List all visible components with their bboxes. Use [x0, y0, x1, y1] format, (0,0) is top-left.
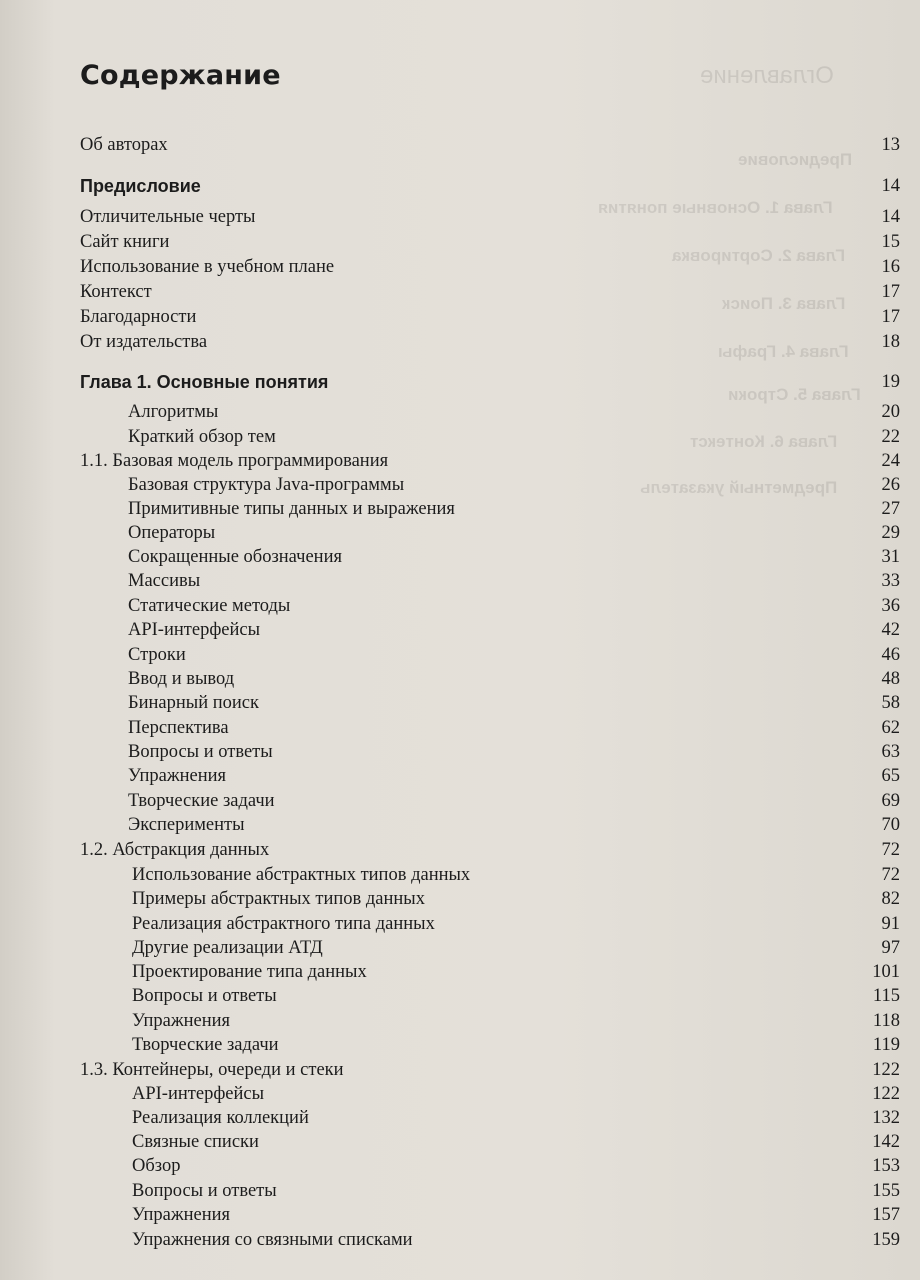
toc-entry-title: Краткий обзор тем	[128, 427, 276, 447]
toc-entry-page: 101	[872, 962, 900, 982]
toc-entry	[80, 1082, 900, 1106]
toc-entry-page: 118	[872, 1011, 900, 1031]
toc-entry	[80, 667, 900, 691]
toc-entry	[80, 280, 900, 304]
toc-entry	[80, 813, 900, 837]
bleed-through-title: Оглавление	[700, 62, 834, 89]
toc-entry-title: Использование абстрактных типов данных	[132, 865, 471, 885]
toc-entry	[80, 1033, 900, 1057]
toc-entry	[80, 473, 900, 497]
toc-entry-title: От издательства	[80, 332, 208, 352]
toc-entry-page: 153	[872, 1156, 900, 1176]
toc-entry-page: 70	[881, 815, 900, 835]
toc-entry	[80, 960, 900, 984]
toc-entry	[80, 618, 900, 642]
toc-entry-title: Перспектива	[128, 718, 229, 738]
toc-entry	[80, 133, 900, 157]
toc-entry	[80, 1106, 900, 1130]
bleed-through-line: Глава 5. Строки	[728, 385, 861, 404]
toc-entry-page: 91	[881, 914, 900, 934]
toc-entry	[80, 789, 900, 813]
toc-entry-page: 15	[881, 232, 900, 252]
bleed-through-line: Глава 1. Основные понятия	[598, 198, 833, 217]
bleed-through-line: Глава 6. Контекст	[690, 432, 838, 451]
toc-entry-title: Упражнения	[132, 1011, 231, 1031]
toc-entry	[80, 425, 900, 449]
toc-entry-title: Базовая структура Java-программы	[128, 475, 405, 495]
toc-entry	[80, 912, 900, 936]
toc-entry	[80, 740, 900, 764]
toc-entry	[80, 887, 900, 911]
toc-entry-page: 159	[872, 1230, 900, 1250]
bleed-through-line: Глава 4. Графы	[718, 342, 849, 361]
toc-entry	[80, 716, 900, 740]
toc-entry-title: Сокращенные обозначения	[128, 547, 342, 567]
toc-entry-page: 17	[881, 282, 900, 302]
toc-entry-page: 65	[881, 766, 900, 786]
toc-entry-title: Вопросы и ответы	[132, 986, 277, 1006]
toc-entry-title: 1.1. Базовая модель программирования	[80, 451, 389, 471]
toc-entry	[80, 691, 900, 715]
toc-entry-page: 33	[881, 571, 900, 591]
toc-entry-title: Проектирование типа данных	[132, 962, 367, 982]
toc-entry-page: 58	[881, 693, 900, 713]
toc-entry-title: Операторы	[128, 523, 216, 543]
toc-entry-page: 27	[881, 499, 900, 519]
toc-entry-page: 22	[881, 427, 900, 447]
toc-entry-page: 72	[881, 865, 900, 885]
toc-entry-page: 17	[881, 307, 900, 327]
toc-entry-page: 14	[881, 176, 900, 196]
toc-entry-page: 72	[881, 840, 900, 860]
toc-entry-title: Примеры абстрактных типов данных	[132, 889, 425, 909]
toc-entry-page: 19	[881, 372, 900, 392]
toc-entry-title: Отличительные черты	[80, 207, 256, 227]
toc-entry-page: 29	[881, 523, 900, 543]
toc-entry	[80, 521, 900, 545]
toc-entry-title: Сайт книги	[80, 232, 170, 252]
toc-entry-title: Примитивные типы данных и выражения	[128, 499, 455, 519]
toc-entry-page: 16	[881, 257, 900, 277]
toc-entry-page: 31	[881, 547, 900, 567]
toc-section-heading	[80, 174, 900, 198]
toc-entry-title: Об авторах	[80, 135, 168, 155]
toc-entry-page: 14	[881, 207, 900, 227]
toc-entry	[80, 545, 900, 569]
toc-entry	[80, 230, 900, 254]
toc-entry	[80, 764, 900, 788]
toc-entry-page: 20	[881, 402, 900, 422]
toc-entry-title: Другие реализации АТД	[132, 938, 323, 958]
toc-entry-title: Массивы	[128, 571, 201, 591]
toc-entry-title: Предисловие	[80, 176, 201, 196]
toc-entry-page: 63	[881, 742, 900, 762]
toc-entry	[80, 497, 900, 521]
toc-entry-title: Связные списки	[132, 1132, 259, 1152]
toc-entry-page: 122	[872, 1084, 900, 1104]
toc-entry-title: Благодарности	[80, 307, 197, 327]
toc-entry-page: 155	[872, 1181, 900, 1201]
toc-entry-title: Статические методы	[128, 596, 291, 616]
toc-entry-page: 48	[881, 669, 900, 689]
toc-entry	[80, 1130, 900, 1154]
bleed-through-line: Предисловие	[738, 150, 853, 169]
toc-entry-page: 18	[881, 332, 900, 352]
toc-entry-title: Использование в учебном плане	[80, 257, 335, 277]
toc-entry-title: API-интерфейсы	[132, 1084, 265, 1104]
toc-entry	[80, 643, 900, 667]
toc-entry	[80, 205, 900, 229]
toc-entry-title: Обзор	[132, 1156, 181, 1176]
toc-entry-title: Упражнения	[132, 1205, 231, 1225]
toc-entry-title: Глава 1. Основные понятия	[80, 372, 329, 392]
toc-entry	[80, 1154, 900, 1178]
page-title: Содержание	[80, 60, 281, 91]
toc-entry	[80, 330, 900, 354]
toc-chapter-heading	[80, 370, 900, 394]
toc-entry-title: Вопросы и ответы	[128, 742, 273, 762]
toc-entry-page: 119	[872, 1035, 900, 1055]
toc-entry-page: 26	[881, 475, 900, 495]
toc-entry	[80, 984, 900, 1008]
toc-entry	[80, 569, 900, 593]
toc-entry-title: Контекст	[80, 282, 152, 302]
toc-entry-page: 36	[881, 596, 900, 616]
toc-entry-page: 69	[881, 791, 900, 811]
toc-entry-title: Творческие задачи	[128, 791, 275, 811]
bleed-through-line: Глава 3. Поиск	[722, 294, 846, 313]
toc-entry-title: API-интерфейсы	[128, 620, 261, 640]
toc-entry	[80, 305, 900, 329]
toc-entry-page: 115	[872, 986, 900, 1006]
toc-entry-title: Алгоритмы	[128, 402, 219, 422]
toc-entry-title: Вопросы и ответы	[132, 1181, 277, 1201]
toc-entry	[80, 255, 900, 279]
toc-entry	[80, 1009, 900, 1033]
bleed-through-line: Предметный указатель	[640, 478, 838, 497]
toc-entry-title: Упражнения со связными списками	[132, 1230, 413, 1250]
toc-entry	[80, 594, 900, 618]
toc-entry-page: 42	[881, 620, 900, 640]
toc-entry-page: 13	[881, 135, 900, 155]
toc-entry-title: 1.2. Абстракция данных	[80, 840, 270, 860]
toc-entry-title: Ввод и вывод	[128, 669, 235, 689]
toc-entry-title: Творческие задачи	[132, 1035, 279, 1055]
toc-entry-title: Бинарный поиск	[128, 693, 259, 713]
toc-section	[80, 1058, 900, 1082]
toc-section	[80, 449, 900, 473]
toc-entry	[80, 1203, 900, 1227]
toc-entry	[80, 936, 900, 960]
toc-entry-page: 157	[872, 1205, 900, 1225]
toc-entry-page: 142	[872, 1132, 900, 1152]
toc-entry-title: Реализация коллекций	[132, 1108, 309, 1128]
toc-entry	[80, 863, 900, 887]
toc-entry-title: Строки	[128, 645, 186, 665]
toc-entry	[80, 1228, 900, 1252]
toc-entry-page: 132	[872, 1108, 900, 1128]
toc-entry-page: 82	[881, 889, 900, 909]
toc-entry-title: Упражнения	[128, 766, 227, 786]
toc-entry-page: 62	[881, 718, 900, 738]
bleed-through-line: Глава 2. Сортировка	[672, 246, 846, 265]
toc-entry-title: 1.3. Контейнеры, очереди и стеки	[80, 1060, 344, 1080]
toc-entry-page: 46	[881, 645, 900, 665]
toc-entry-page: 24	[881, 451, 900, 471]
toc-entry-title: Реализация абстрактного типа данных	[132, 914, 435, 934]
toc-entry-page: 97	[881, 938, 900, 958]
toc-entry-page: 122	[872, 1060, 900, 1080]
toc-entry-title: Эксперименты	[128, 815, 245, 835]
toc-section	[80, 838, 900, 862]
toc-entry	[80, 1179, 900, 1203]
toc-entry	[80, 400, 900, 424]
